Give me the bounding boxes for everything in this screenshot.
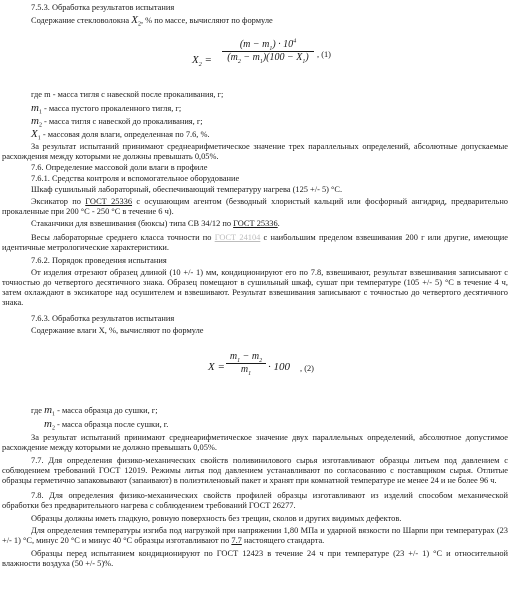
- section-7-6: 7.6. Определение массовой доли влаги в профиле: [31, 163, 208, 172]
- bending-paragraph: Для определения температуры изгиба под нагрузкой при напряжении 1,80 МПа и ударной вязкости по Шарпи при температурах (23 +/- 1) °С, минус 20 °С и минус 40 °С образцы изготавливают по 7.7 настоящего стандарта.: [2, 526, 508, 545]
- formula-2-numerator: $m_1 - m_2$: [229, 351, 263, 364]
- section-7-6-1: 7.6.1. Средства контроля и вспомогательное оборудование: [31, 174, 240, 183]
- formula-2-number: , (2): [300, 364, 314, 373]
- fiber-content-intro: Содержание стекловолокна $X_2$, % по массе, вычисляют по формуле: [31, 14, 273, 28]
- where-m2: $m_2$ - масса тигля с навеской до прокаливания, г;: [31, 115, 203, 129]
- weighing-cups: Стаканчики для взвешивания (бюксы) типа СВ 34/12 по ГОСТ 25336.: [31, 219, 280, 228]
- gost-25336-link-2[interactable]: ГОСТ 25336: [233, 219, 278, 228]
- section-7-6-3: 7.6.3. Обработка результатов испытания: [31, 314, 175, 323]
- formula-2-denominator: $m_1$: [240, 364, 252, 377]
- gost-25336-link[interactable]: ГОСТ 25336: [85, 197, 133, 206]
- where-m: где m - масса тигля с навеской после прокаливания, г;: [31, 90, 224, 99]
- drying-cabinet: Шкаф сушильный лабораторный, обеспечивающий температуру нагрева (125 +/- 5) °С.: [31, 185, 343, 194]
- formula-1-fraction: [222, 40, 314, 63]
- var-x2: X: [131, 14, 138, 26]
- gost-24104-link[interactable]: ГОСТ 24104: [214, 233, 261, 242]
- paragraph-7-7: 7.7. Для определения физико-механических свойств поливинилового сырья изготавливают образцы литьем под давлением с соблюдением требований ГОСТ 12019. Режимы литья под давлением устанавливают по согласованию с поставщиком сырья. Отлитые образцы герметично запаковывают (запаивают) в полиэтиленовый пакет и хранят при комнатной температуре не менее 24 и не более 96 ч.: [2, 456, 508, 485]
- result-paragraph-2: За результат испытаний принимают среднеарифметическое значение двух параллельных определений, абсолютное допустимое расхождение между которыми не должно превышать 0,05%.: [2, 433, 508, 452]
- where-x1: $X_1$ - массовая доля влаги, определенная по 7.6, %.: [31, 128, 210, 142]
- where2-m1: где $m_1$ - масса образца до сушки, г;: [31, 404, 158, 418]
- where2-m2: $m_2$ - масса образца после сушки, г.: [44, 418, 169, 432]
- formula-1-left: $X_2$ =: [192, 54, 212, 69]
- formula-2-tail: · 100: [268, 361, 290, 373]
- section-7-7-link[interactable]: 7.7: [231, 536, 242, 545]
- procedure-paragraph: От изделия отрезают образец длиной (10 +/- 1) мм, кондиционируют его по 7.8, взвешивают, результат взвешивания записывают с точностью до четвертого десятичного знака. Образец помещают в сушильный шкаф, сушат при температуре (105 +/- 5) °С в течение 4 ч, затем охлаждают в эксикаторе над осушителем и взвешивают. Результат взвешивания записывают с точностью до четвертого десятичного знака.: [2, 268, 508, 307]
- formula-2-fraction: [226, 352, 266, 375]
- where-m1: $m_1$ - масса пустого прокаленного тигля, г;: [31, 102, 182, 116]
- scales-paragraph: Весы лабораторные среднего класса точности по ГОСТ 24104 с наибольшим пределом взвешивания 200 г или другие, имеющие идентичные метрологические характеристики.: [2, 233, 508, 252]
- result-paragraph-1: За результат испытаний принимают среднеарифметическое значение трех параллельных определений, абсолютные допускаемые расхождения между которыми не должны превышать 0,05%.: [2, 142, 508, 161]
- paragraph-7-8: 7.8. Для определения физико-механических свойств профилей образцы изготавливают из изделий способом механической обработки без предварительного нагрева с соблюдением требований ГОСТ 26277.: [2, 491, 508, 510]
- formula-1-denominator: $(m_2 - m_1)(100 - X_1)$: [227, 52, 309, 65]
- section-7-5-3-title: 7.5.3. Обработка результатов испытания: [31, 3, 175, 12]
- section-7-6-2: 7.6.2. Порядок проведения испытания: [31, 256, 167, 265]
- formula-2-left: X =: [208, 361, 225, 373]
- moisture-intro: Содержание влаги X, %, вычисляют по формуле: [31, 326, 204, 335]
- conditioning-paragraph: Образцы перед испытанием кондиционируют по ГОСТ 12423 в течение 24 ч при температуре (23 +/- 1) °С и относительной влажности воздуха (50 +/- 5)%.: [2, 549, 508, 568]
- formula-1-numerator: $(m - m_1) \cdot 10^4$: [239, 38, 297, 52]
- exsiccator-paragraph: Эксикатор по ГОСТ 25336 с осушающим агентом (безводный хлористый кальций или фосфорный ангидрид, предварительно прокаленные при 200 °С - 250 °С в течение 6 ч).: [2, 197, 508, 216]
- formula-1-number: , (1): [317, 50, 331, 59]
- smooth-surface: Образцы должны иметь гладкую, ровную поверхность без трещин, сколов и других видимых дефектов.: [31, 514, 402, 523]
